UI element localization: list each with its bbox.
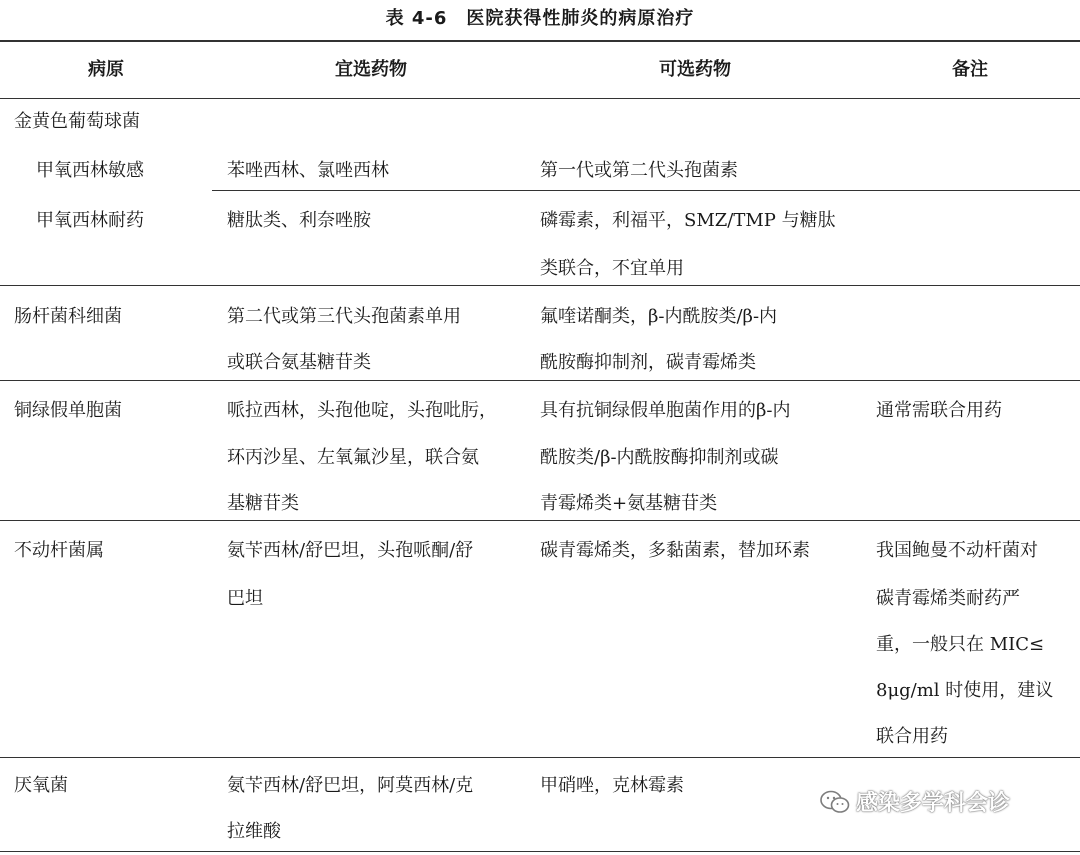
notes-acinetobacter-line3: 重，一般只在 MIC≤ [876,634,1045,655]
wechat-icon [820,789,850,815]
preferred-pseudo-line1: 哌拉西林，头孢他啶，头孢吡肟， [227,400,497,421]
sub-mssa: 甲氧西林敏感 [36,160,144,181]
watermark-text: 感染多学科会诊 [856,791,1011,816]
alternative-pseudo-line1: 具有抗铜绿假单胞菌作用的β-内 [540,400,791,421]
alternative-mrsa-line2: 类联合，不宜单用 [540,258,684,279]
preferred-acinetobacter-line1: 氨苄西林/舒巴坦，头孢哌酮/舒 [227,540,474,561]
preferred-mrsa: 糖肽类、利奈唑胺 [227,210,371,231]
alternative-entero-line2: 酰胺酶抑制剂，碳青霉烯类 [540,352,756,373]
preferred-mssa: 苯唑西林、氯唑西林 [227,160,389,181]
notes-acinetobacter-line1: 我国鲍曼不动杆菌对 [876,540,1038,561]
preferred-pseudo-line3: 基糖苷类 [227,493,299,514]
pathogen-anaerobe: 厌氧菌 [14,775,68,796]
notes-acinetobacter-line2: 碳青霉烯类耐药严 [876,588,1020,609]
alternative-acinetobacter: 碳青霉烯类，多黏菌素，替加环素 [540,540,810,561]
watermark [820,786,1010,817]
sub-mrsa: 甲氧西林耐药 [36,210,144,231]
header-pathogen: 病原 [88,59,124,80]
header-preferred: 宜选药物 [335,59,407,80]
pathogen-pseudo: 铜绿假单胞菌 [14,400,122,421]
pathogen-entero: 肠杆菌科细菌 [14,306,122,327]
alternative-pseudo-line2: 酰胺类/β-内酰胺酶抑制剂或碳 [540,447,779,468]
alternative-mrsa-line1: 磷霉素，利福平，SMZ/TMP 与糖肽 [540,210,836,231]
alternative-pseudo-line3: 青霉烯类+氨基糖苷类 [540,493,718,514]
pathogen-staph: 金黄色葡萄球菌 [14,111,140,132]
rule-header [0,98,1080,99]
alternative-entero-line1: 氟喹诺酮类，β-内酰胺类/β-内 [540,306,778,327]
preferred-anaerobe-line1: 氨苄西林/舒巴坦，阿莫西林/克 [227,775,474,796]
pathogen-acinetobacter: 不动杆菌属 [14,540,104,561]
preferred-pseudo-line2: 环丙沙星、左氧氟沙星，联合氨 [227,447,479,468]
preferred-acinetobacter-line2: 巴坦 [227,588,263,609]
notes-acinetobacter-line5: 联合用药 [876,726,948,747]
header-alternative: 可选药物 [659,59,731,80]
notes-pseudo: 通常需联合用药 [876,400,1002,421]
preferred-entero-line1: 第二代或第三代头孢菌素单用 [227,306,461,327]
notes-acinetobacter-line4: 8μg/ml 时使用，建议 [876,680,1054,701]
rule-top [0,40,1080,42]
rule-bottom [0,851,1080,852]
header-notes: 备注 [952,59,988,80]
preferred-anaerobe-line2: 拉维酸 [227,821,281,842]
alternative-anaerobe: 甲硝唑，克林霉素 [540,775,684,796]
table-title: 表 4-6 医院获得性肺炎的病原治疗 [385,8,695,29]
preferred-entero-line2: 或联合氨基糖苷类 [227,352,371,373]
alternative-mssa: 第一代或第二代头孢菌素 [540,160,738,181]
